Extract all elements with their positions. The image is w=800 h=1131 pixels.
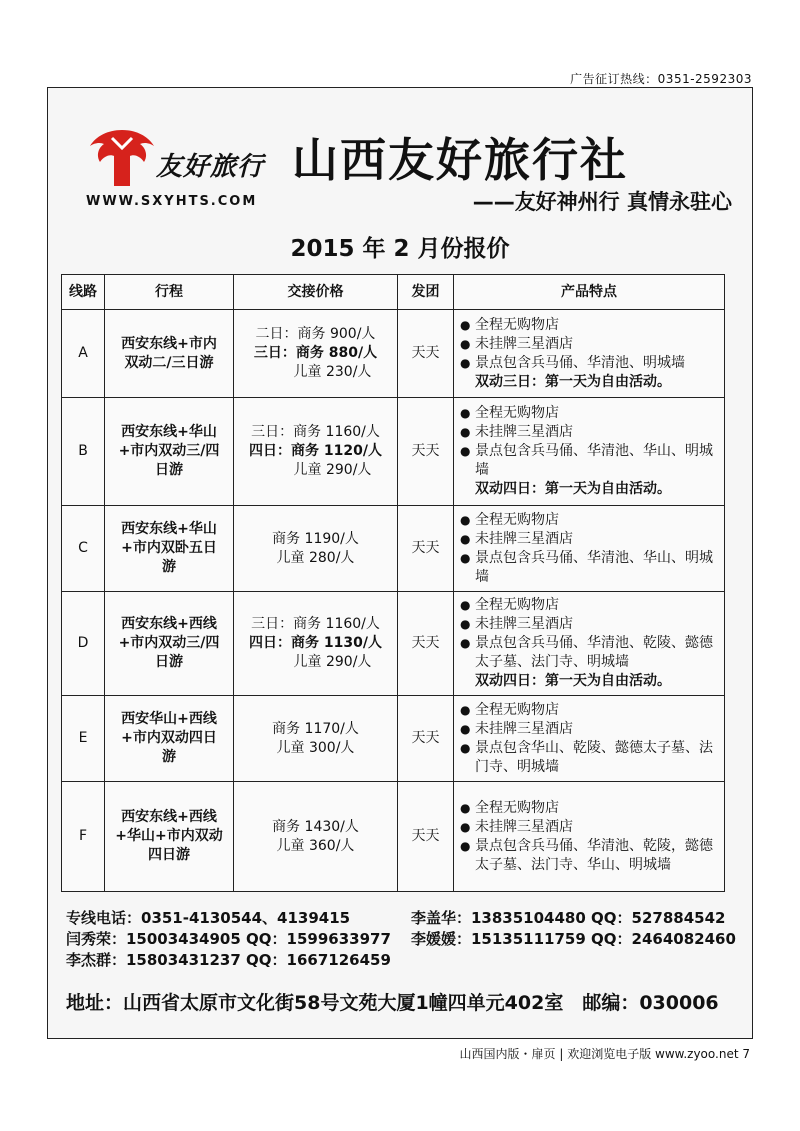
feature-item: ● 景点包含兵马俑、华清池、华山、明城墙 <box>460 442 722 480</box>
table-row <box>62 592 725 696</box>
departure: 天天 <box>398 310 454 398</box>
contact-person: 闫秀荣：15003434905 QQ：1599633977 <box>66 930 391 948</box>
price-line: 三日：商务 880/人 <box>253 345 378 361</box>
table-header-row <box>62 275 725 310</box>
price-line: 二日：商务 900/人 <box>255 326 376 342</box>
contact-person: 李杰群：15803431237 QQ：1667126459 <box>66 951 391 969</box>
contact-person: 李媛媛：15135111759 QQ：2464082460 <box>411 930 736 948</box>
feature-item: ● 景点包含兵马俑、华清池、乾陵，懿德太子墓、法门寺、华山、明城墙 <box>460 837 722 875</box>
route-features <box>454 506 725 592</box>
contact-line <box>66 929 746 950</box>
company-name: 山西友好旅行社 <box>292 133 628 187</box>
contact-line <box>66 908 746 929</box>
price-line: 四日：商务 1120/人 <box>249 443 382 459</box>
price-line: 三日：商务 1160/人 <box>251 616 380 632</box>
price-line: 儿童 360/人 <box>276 837 355 854</box>
logo-text: 友好旅行 <box>156 152 265 182</box>
header-departure: 发团 <box>398 275 454 310</box>
route-features <box>454 782 725 892</box>
feature-item: ● 未挂牌三星酒店 <box>460 720 722 739</box>
route-features <box>454 398 725 506</box>
route-code: D <box>62 592 105 696</box>
price-line: 四日：商务 1130/人 <box>249 635 382 651</box>
hotline-phones: 专线电话：0351-4130544、4139415 <box>66 909 351 927</box>
logo-website: WWW.SXYHTS.COM <box>86 194 258 209</box>
feature-item: ● 全程无购物店 <box>460 404 722 423</box>
ad-hotline: 广告征订热线：0351-2592303 <box>570 72 752 86</box>
table-row <box>62 782 725 892</box>
price-line: 儿童 230/人 <box>293 364 372 380</box>
departure: 天天 <box>398 398 454 506</box>
route-code: A <box>62 310 105 398</box>
route-code: F <box>62 782 105 892</box>
contact-person: 李盖华：13835104480 QQ：527884542 <box>411 909 726 927</box>
feature-item: ● 景点包含兵马俑、华清池、乾陵、懿德太子墓、法门寺、明城墙 <box>460 634 722 672</box>
route-prices <box>234 782 398 892</box>
route-code: C <box>62 506 105 592</box>
route-prices <box>234 696 398 782</box>
price-table <box>61 274 725 892</box>
feature-note: 双动四日：第一天为自由活动。 <box>475 481 671 497</box>
route-name: 西安东线+市内双动二/三日游 <box>105 310 234 398</box>
price-line: 儿童 280/人 <box>276 549 355 566</box>
contact-info <box>66 908 746 971</box>
feature-item: ● 未挂牌三星酒店 <box>460 615 722 634</box>
header-price: 交接价格 <box>234 275 398 310</box>
table-row <box>62 398 725 506</box>
route-name: 西安东线+华山+市内双动三/四日游 <box>105 398 234 506</box>
price-line: 儿童 290/人 <box>293 654 372 670</box>
price-line: 商务 1190/人 <box>272 530 359 547</box>
company-logo <box>84 126 324 216</box>
header-features: 产品特点 <box>454 275 725 310</box>
advert-frame <box>47 87 753 1039</box>
feature-item: ● 未挂牌三星酒店 <box>460 423 722 442</box>
price-line: 儿童 300/人 <box>276 739 355 756</box>
feature-note: 双动四日：第一天为自由活动。 <box>475 673 671 689</box>
departure: 天天 <box>398 696 454 782</box>
price-line: 商务 1430/人 <box>272 818 359 835</box>
feature-item: ● 景点包含兵马俑、华清池、华山、明城墙 <box>460 549 722 587</box>
table-row <box>62 506 725 592</box>
page-footer: 山西国内版・扉页 | 欢迎浏览电子版 www.zyoo.net 7 <box>459 1047 750 1061</box>
feature-item: ● 未挂牌三星酒店 <box>460 818 722 837</box>
route-prices <box>234 398 398 506</box>
departure: 天天 <box>398 592 454 696</box>
feature-item: ● 全程无购物店 <box>460 596 722 615</box>
feature-item: ● 全程无购物店 <box>460 799 722 818</box>
contact-line <box>66 950 746 971</box>
price-line: 儿童 290/人 <box>293 462 372 478</box>
feature-item: ● 全程无购物店 <box>460 701 722 720</box>
route-features <box>454 310 725 398</box>
feature-item: ● 未挂牌三星酒店 <box>460 530 722 549</box>
feature-item: ● 全程无购物店 <box>460 316 722 335</box>
route-features <box>454 592 725 696</box>
route-code: E <box>62 696 105 782</box>
header-route: 行程 <box>105 275 234 310</box>
header-code: 线路 <box>62 275 105 310</box>
feature-note: 双动三日：第一天为自由活动。 <box>475 373 671 390</box>
route-prices <box>234 310 398 398</box>
feature-item: ● 未挂牌三星酒店 <box>460 335 722 354</box>
address: 地址：山西省太原市文化街58号文苑大厦1幢四单元402室 邮编：030006 <box>66 992 719 1014</box>
ram-head-logo-icon <box>84 126 160 192</box>
departure: 天天 <box>398 782 454 892</box>
table-row <box>62 310 725 398</box>
feature-item: ● 景点包含兵马俑、华清池、明城墙 <box>460 354 722 373</box>
price-line: 商务 1170/人 <box>272 720 359 737</box>
route-features <box>454 696 725 782</box>
route-prices <box>234 506 398 592</box>
route-name: 西安东线+西线+市内双动三/四日游 <box>105 592 234 696</box>
route-name: 西安东线+华山+市内双卧五日游 <box>105 506 234 592</box>
route-code: B <box>62 398 105 506</box>
feature-item: ● 全程无购物店 <box>460 511 722 530</box>
slogan: ——友好神州行 真情永驻心 <box>472 190 732 214</box>
price-title: 2015 年 2 月份报价 <box>290 236 510 262</box>
feature-item: ● 景点包含华山、乾陵、懿德太子墓、法门寺、明城墙 <box>460 739 722 777</box>
route-prices <box>234 592 398 696</box>
route-name: 西安华山+西线+市内双动四日游 <box>105 696 234 782</box>
table-row <box>62 696 725 782</box>
departure: 天天 <box>398 506 454 592</box>
price-line: 三日：商务 1160/人 <box>251 424 380 440</box>
route-name: 西安东线+西线+华山+市内双动四日游 <box>105 782 234 892</box>
